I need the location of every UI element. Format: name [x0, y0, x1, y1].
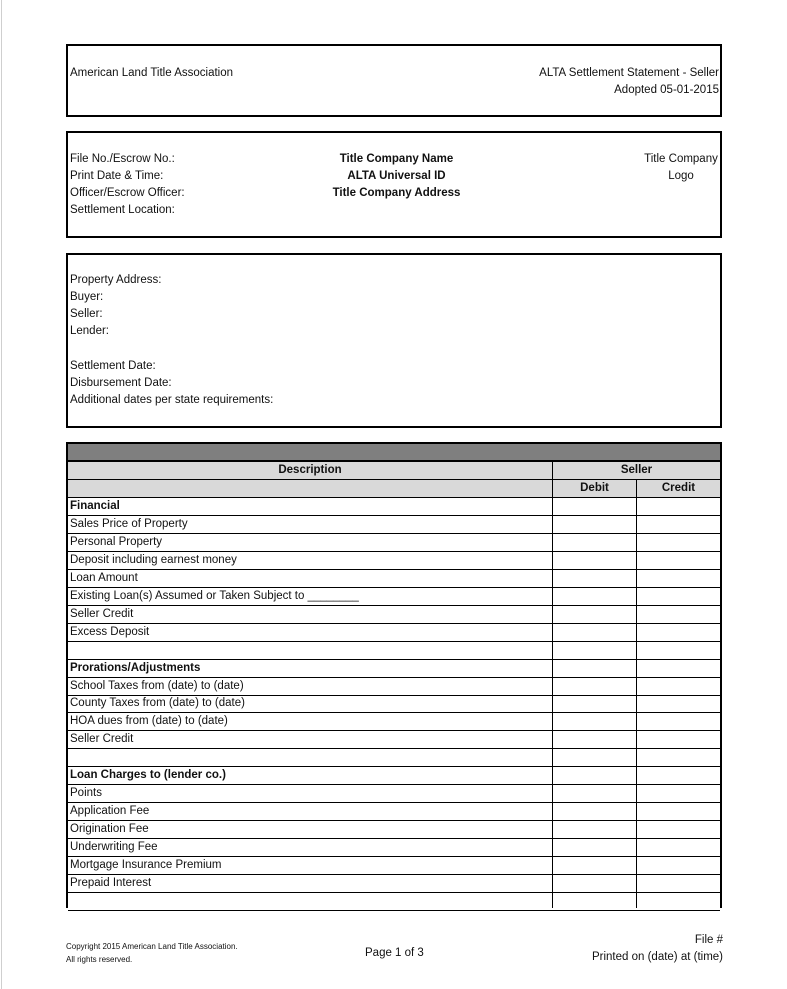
line-item-label: Origination Fee: [70, 823, 149, 836]
title-company-name: Title Company Name: [339, 153, 454, 165]
table-row: [68, 731, 720, 749]
debit-cell: [553, 713, 636, 730]
debit-cell: [553, 498, 636, 515]
credit-cell: [637, 803, 720, 820]
line-item-label: HOA dues from (date) to (date): [70, 715, 228, 728]
credit-cell: [637, 893, 720, 910]
org-name: American Land Title Association: [70, 67, 234, 79]
line-item-label: Mortgage Insurance Premium: [70, 859, 222, 871]
debit-credit-divider: [636, 480, 637, 908]
file-escrow-label: File No./Escrow No.:: [70, 153, 175, 165]
debit-cell: [553, 803, 636, 820]
credit-cell: [637, 570, 720, 587]
table-row: [68, 552, 720, 570]
line-item-label: Loan Amount: [70, 571, 138, 584]
table-row: [68, 857, 720, 875]
debit-cell: [553, 588, 636, 605]
table-row: [68, 660, 720, 678]
debit-cell: [553, 624, 636, 641]
debit-cell: [553, 678, 636, 695]
table-row: [68, 893, 720, 911]
file-info-box: [66, 131, 722, 238]
line-item-label: Personal Property: [70, 535, 163, 548]
credit-cell: [637, 821, 720, 838]
table-header-row-2: [68, 480, 720, 498]
section-heading: Financial: [70, 500, 120, 512]
copyright-notice: [66, 940, 238, 966]
debit-cell: [553, 642, 636, 659]
alta-universal-id: ALTA Universal ID: [347, 170, 446, 182]
credit-cell: [637, 642, 720, 659]
line-item-label: [70, 893, 550, 910]
party-labels: [70, 272, 161, 340]
credit-cell: [637, 534, 720, 551]
title-company-logo-placeholder: [636, 151, 726, 185]
table-row: [68, 534, 720, 552]
table-row: [68, 624, 720, 642]
settlement-location-label: Settlement Location:: [70, 204, 175, 216]
copyright-line: Copyright 2015 American Land Title Association.: [66, 942, 238, 951]
credit-cell: [637, 498, 720, 515]
line-item-label: Seller Credit: [70, 607, 134, 620]
officer-label: Officer/Escrow Officer:: [70, 187, 185, 199]
buyer-label: Buyer:: [70, 291, 104, 303]
seller-label: Seller:: [70, 308, 103, 320]
debit-header: Debit: [580, 482, 609, 494]
table-row: [68, 588, 720, 606]
debit-cell: [553, 821, 636, 838]
description-column-divider: [552, 462, 553, 908]
credit-cell: [637, 731, 720, 748]
line-item-label: Application Fee: [70, 805, 150, 818]
table-row: [68, 767, 720, 785]
header-box: [66, 44, 722, 117]
logo-line-1: Title Company: [644, 153, 718, 165]
line-item-label: Prepaid Interest: [70, 876, 152, 889]
table-row: [68, 606, 720, 624]
title-company-address: Title Company Address: [332, 187, 461, 199]
debit-cell: [553, 534, 636, 551]
page-number: Page 1 of 3: [365, 947, 424, 959]
file-info-labels: [70, 151, 185, 219]
print-date-label: Print Date & Time:: [70, 170, 164, 182]
table-header-row-1: [68, 462, 720, 480]
settlement-table: [66, 442, 722, 908]
credit-header: Credit: [661, 482, 696, 494]
description-header: Description: [278, 464, 342, 476]
lender-label: Lender:: [70, 325, 110, 337]
debit-cell: [553, 785, 636, 802]
credit-cell: [637, 713, 720, 730]
credit-cell: [637, 552, 720, 569]
rights-line: All rights reserved.: [66, 955, 133, 964]
line-item-label: Existing Loan(s) Assumed or Taken Subject to ________: [70, 589, 359, 602]
table-row: [68, 803, 720, 821]
debit-cell: [553, 731, 636, 748]
table-row: [68, 516, 720, 534]
debit-cell: [553, 875, 636, 892]
line-item-label: [70, 642, 550, 659]
table-row: [68, 570, 720, 588]
credit-cell: [637, 678, 720, 695]
debit-cell: [553, 570, 636, 587]
credit-cell: [637, 857, 720, 874]
line-item-label: Sales Price of Property: [70, 517, 188, 530]
table-row: [68, 642, 720, 660]
debit-cell: [553, 767, 636, 784]
table-row: [68, 839, 720, 857]
credit-cell: [637, 660, 720, 677]
credit-cell: [637, 695, 720, 712]
credit-cell: [637, 839, 720, 856]
table-row: [68, 785, 720, 803]
printed-on-label: Printed on (date) at (time): [591, 951, 723, 963]
party-dates-box: [66, 253, 722, 428]
logo-line-2: Logo: [668, 170, 694, 182]
table-row: [68, 678, 720, 696]
line-item-label: County Taxes from (date) to (date): [70, 697, 245, 710]
section-heading: Prorations/Adjustments: [70, 661, 201, 674]
debit-cell: [553, 839, 636, 856]
credit-cell: [637, 606, 720, 623]
settlement-date-label: Settlement Date:: [70, 360, 156, 372]
credit-cell: [637, 749, 720, 766]
line-item-label: Seller Credit: [70, 733, 134, 746]
credit-cell: [637, 588, 720, 605]
table-row: [68, 821, 720, 839]
seller-header: Seller: [620, 464, 653, 476]
line-item-label: [70, 749, 550, 766]
debit-cell: [553, 749, 636, 766]
table-row: [68, 875, 720, 893]
credit-cell: [637, 785, 720, 802]
title-company-info: [294, 151, 499, 202]
table-title-bar: [68, 444, 720, 462]
additional-dates-label: Additional dates per state requirements:: [70, 394, 274, 406]
disbursement-date-label: Disbursement Date:: [70, 377, 172, 389]
date-labels: [70, 358, 273, 409]
debit-cell: [553, 695, 636, 712]
debit-cell: [553, 606, 636, 623]
document-title: ALTA Settlement Statement - Seller: [539, 67, 719, 79]
line-item-label: Excess Deposit: [70, 625, 150, 638]
section-heading: Loan Charges to (lender co.): [70, 769, 226, 782]
credit-cell: [637, 624, 720, 641]
credit-cell: [637, 875, 720, 892]
file-number-label: File #: [694, 934, 723, 946]
debit-cell: [553, 857, 636, 874]
table-row: [68, 498, 720, 516]
property-address-label: Property Address:: [70, 274, 162, 286]
credit-cell: [637, 767, 720, 784]
table-row: [68, 713, 720, 731]
line-item-label: School Taxes from (date) to (date): [70, 679, 244, 692]
table-row: [68, 749, 720, 767]
page-edge-line: [1, 0, 2, 989]
debit-cell: [553, 660, 636, 677]
line-item-label: Points: [70, 787, 102, 800]
adopted-date: Adopted 05-01-2015: [614, 84, 719, 96]
table-row: [68, 695, 720, 713]
credit-cell: [637, 516, 720, 533]
debit-cell: [553, 516, 636, 533]
footer-right: [592, 932, 723, 966]
line-item-label: Underwriting Fee: [70, 841, 158, 854]
debit-cell: [553, 893, 636, 910]
line-item-label: Deposit including earnest money: [70, 553, 237, 566]
debit-cell: [553, 552, 636, 569]
